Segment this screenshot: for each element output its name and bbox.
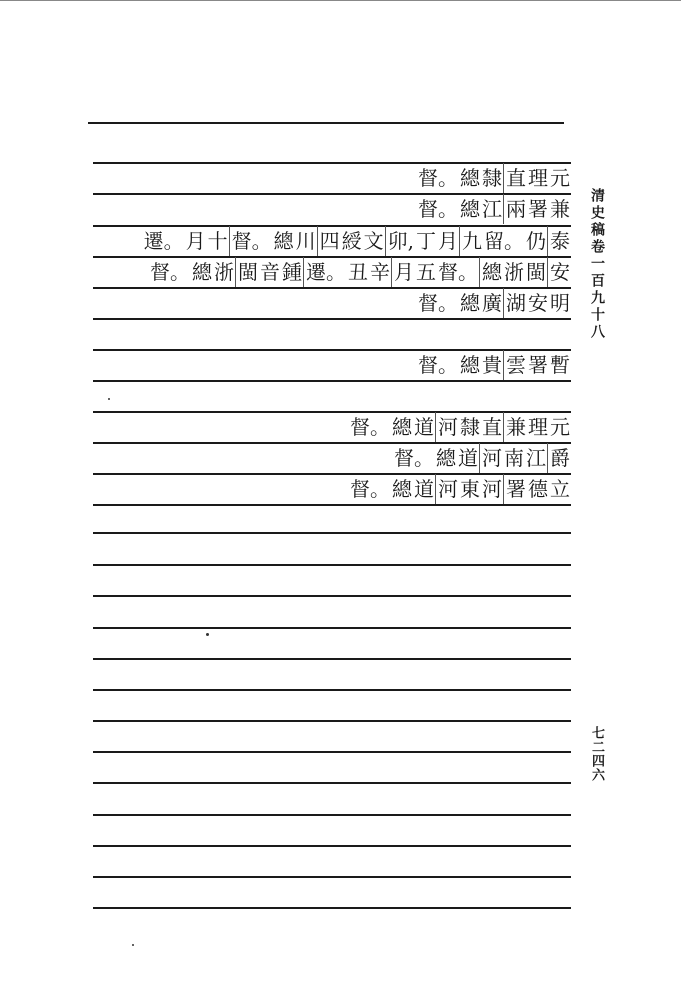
glyph: 督。 xyxy=(350,415,390,439)
text-row xyxy=(417,194,571,224)
ruling-line xyxy=(93,751,571,753)
ruling-line xyxy=(93,564,571,566)
glyph: 湖 xyxy=(503,288,527,318)
glyph: 隸 xyxy=(460,415,480,439)
glyph: 督。 xyxy=(418,353,458,377)
glyph: 署 xyxy=(503,474,527,504)
glyph: 元 xyxy=(550,166,570,190)
text-row xyxy=(143,226,571,256)
glyph: 月 xyxy=(185,229,206,253)
glyph: 督。 xyxy=(418,291,458,315)
glyph: 德 xyxy=(528,477,548,501)
ruling-line xyxy=(93,876,571,878)
ruling-line xyxy=(93,318,571,320)
glyph: 浙 xyxy=(214,260,234,284)
text-row xyxy=(349,474,571,504)
glyph: 文 xyxy=(363,229,384,253)
ruling-line xyxy=(93,595,571,597)
glyph: 道 xyxy=(458,446,478,470)
glyph: 署 xyxy=(528,353,548,377)
ruling-line xyxy=(93,504,571,506)
glyph: 月 xyxy=(438,229,458,253)
glyph: 直 xyxy=(503,163,527,193)
glyph: 雲 xyxy=(503,350,527,380)
glyph: 督。 xyxy=(418,166,458,190)
glyph: 江 xyxy=(482,197,502,221)
glyph: 東 xyxy=(460,477,480,501)
ruling-line xyxy=(93,689,571,691)
glyph: 閩 xyxy=(526,260,546,284)
ruling-line xyxy=(93,627,571,629)
glyph: 道 xyxy=(414,477,434,501)
glyph: 元 xyxy=(550,415,570,439)
glyph: 總 xyxy=(479,257,503,287)
running-title: 清史稿卷一百九十八 xyxy=(589,188,605,341)
glyph: 河 xyxy=(479,443,503,473)
glyph: 丁 xyxy=(416,229,436,253)
glyph: 立 xyxy=(550,477,570,501)
glyph: 江 xyxy=(526,446,546,470)
glyph: 總 xyxy=(436,446,456,470)
glyph: 總 xyxy=(460,291,480,315)
glyph: 卯, xyxy=(385,226,415,256)
ruling-line xyxy=(93,658,571,660)
glyph: 隸 xyxy=(482,166,502,190)
glyph: 泰 xyxy=(547,226,571,256)
glyph: 督。 xyxy=(394,446,434,470)
glyph: 署 xyxy=(528,197,548,221)
glyph: 遷。 xyxy=(143,229,184,253)
glyph: 音 xyxy=(260,260,280,284)
glyph: 總 xyxy=(460,197,480,221)
text-row xyxy=(417,163,571,193)
glyph: 安 xyxy=(528,291,548,315)
text-row xyxy=(149,257,571,287)
text-row xyxy=(349,412,571,442)
ink-speck xyxy=(108,398,110,400)
ruling-line xyxy=(88,122,564,124)
glyph: 總 xyxy=(460,166,480,190)
glyph: 總 xyxy=(460,353,480,377)
glyph: 四 xyxy=(317,226,341,256)
glyph: 安 xyxy=(547,257,571,287)
glyph: 留。 xyxy=(484,229,524,253)
ruling-line xyxy=(93,814,571,816)
glyph: 督。 xyxy=(438,260,478,284)
ink-speck xyxy=(132,944,134,946)
glyph: 督。 xyxy=(418,197,458,221)
glyph: 十 xyxy=(207,229,228,253)
glyph: 月 xyxy=(391,257,415,287)
glyph: 九 xyxy=(459,226,483,256)
glyph: 浙 xyxy=(504,260,524,284)
ruling-line xyxy=(93,845,571,847)
glyph: 貴 xyxy=(482,353,502,377)
glyph: 爵 xyxy=(547,443,571,473)
glyph: 總 xyxy=(392,477,412,501)
glyph: 總 xyxy=(273,229,294,253)
glyph: 綬 xyxy=(341,229,362,253)
glyph: 總 xyxy=(392,415,412,439)
glyph: 五 xyxy=(416,260,436,284)
glyph: 兼 xyxy=(550,197,570,221)
glyph: 督。 xyxy=(229,226,273,256)
text-row xyxy=(393,443,571,473)
ruling-line xyxy=(93,380,571,382)
glyph: 明 xyxy=(550,291,570,315)
page-number: 七二四六 xyxy=(589,726,604,782)
text-row xyxy=(417,350,571,380)
glyph: 川 xyxy=(295,229,316,253)
glyph: 河 xyxy=(435,474,459,504)
glyph: 理 xyxy=(528,166,548,190)
glyph: 暫 xyxy=(550,353,570,377)
glyph: 理 xyxy=(528,415,548,439)
glyph: 丑 xyxy=(348,260,368,284)
glyph: 督。 xyxy=(350,477,390,501)
glyph: 仍 xyxy=(526,229,546,253)
glyph: 鍾 xyxy=(282,260,302,284)
glyph: 直 xyxy=(482,415,502,439)
text-row xyxy=(417,288,571,318)
glyph: 河 xyxy=(482,477,502,501)
top-border xyxy=(0,0,681,1)
glyph: 督。 xyxy=(150,260,190,284)
glyph: 總 xyxy=(192,260,212,284)
ruling-line xyxy=(93,782,571,784)
glyph: 河 xyxy=(435,412,459,442)
glyph: 閩 xyxy=(235,257,259,287)
ruling-line xyxy=(93,720,571,722)
glyph: 廣 xyxy=(482,291,502,315)
glyph: 南 xyxy=(504,446,524,470)
glyph: 兼 xyxy=(503,412,527,442)
ruling-line xyxy=(93,907,571,909)
ink-speck xyxy=(206,633,209,636)
glyph: 道 xyxy=(414,415,434,439)
glyph: 遷。 xyxy=(303,257,347,287)
glyph: 辛 xyxy=(370,260,390,284)
glyph: 兩 xyxy=(503,194,527,224)
ruling-line xyxy=(93,532,571,534)
